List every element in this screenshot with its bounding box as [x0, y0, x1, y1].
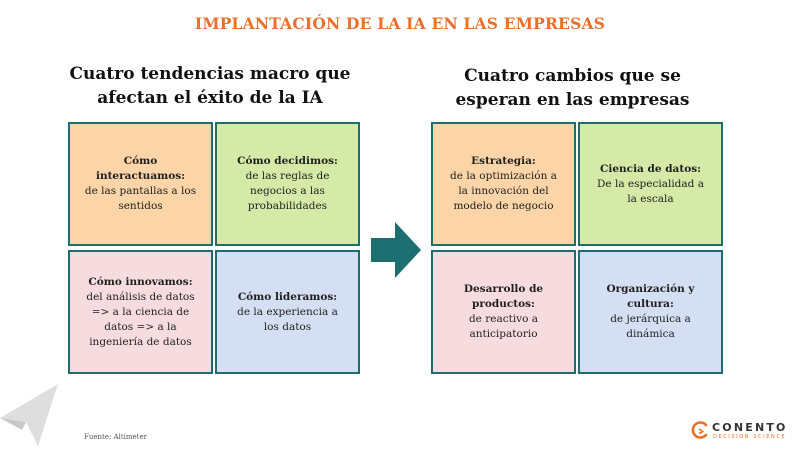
brand-tagline: DECISION SCIENCE: [713, 434, 787, 440]
box-description: [246, 169, 330, 214]
box-description-line: De la especialidad a: [597, 177, 704, 190]
right-heading-line: Cuatro cambios que se: [464, 66, 681, 86]
box-description-line: del análisis de datos: [86, 290, 195, 303]
arrow-right-icon: [371, 222, 423, 282]
box-heading-line: interactuamos:: [95, 170, 186, 182]
changes-grid: [431, 122, 723, 374]
box-description-line: los datos: [263, 320, 312, 333]
box-heading: [471, 154, 536, 169]
trend-box-decidimos: [215, 122, 360, 246]
box-description: [610, 312, 691, 342]
box-description-line: dinámica: [626, 328, 675, 340]
box-heading: [600, 162, 701, 177]
box-description-line: sentidos: [118, 200, 163, 212]
change-box-ciencia-de-datos: [578, 122, 723, 246]
box-heading-line: Cómo decidimos:: [237, 155, 338, 167]
right-heading-line: esperan en las empresas: [455, 90, 690, 110]
change-box-organizacion-y-cultura: [578, 250, 723, 374]
box-description-line: anticipatorio: [469, 328, 538, 340]
box-heading-line: Desarrollo de: [463, 283, 544, 295]
box-heading-line: Cómo innovamos:: [88, 275, 193, 288]
box-heading-line: Cómo lideramos:: [237, 290, 338, 303]
box-description-line: => a la ciencia de: [91, 305, 190, 318]
source-note: Fuente: Altimeter: [84, 433, 147, 441]
box-description: [469, 312, 538, 342]
trend-box-innovamos: [68, 250, 213, 374]
box-heading-line: cultura:: [627, 298, 674, 310]
decorative-logo-icon: [0, 382, 62, 450]
change-box-desarrollo-de-productos: [431, 250, 576, 374]
change-box-estrategia: [431, 122, 576, 246]
box-description-line: negocios a las: [250, 185, 325, 197]
conento-logo: [690, 420, 800, 444]
trend-box-interactuamos: [68, 122, 213, 246]
box-heading-line: Cómo: [123, 155, 158, 167]
left-heading-line: afectan el éxito de la IA: [97, 88, 323, 108]
brand-name: CONENTO: [712, 421, 788, 434]
box-description-line: ingeniería de datos: [89, 335, 192, 348]
box-description-line: de la optimización a: [450, 170, 557, 182]
box-heading: [96, 154, 185, 184]
box-heading-line: productos:: [472, 298, 535, 310]
box-description-line: de las reglas de: [245, 170, 330, 182]
box-heading-line: Organización y: [606, 283, 695, 295]
conento-c-icon: [690, 420, 710, 440]
box-description-line: datos => a la: [104, 320, 177, 333]
box-description-line: de la experiencia a: [237, 305, 338, 318]
box-description: [85, 184, 196, 214]
box-heading-line: Ciencia de datos:: [600, 162, 701, 175]
box-description-line: la innovación del: [458, 185, 549, 197]
left-heading-line: Cuatro tendencias macro que: [69, 64, 351, 84]
box-description-line: de las pantallas a los: [84, 185, 197, 197]
box-description-line: modelo de negocio: [453, 200, 554, 212]
right-heading: [425, 64, 720, 112]
box-description: [597, 177, 704, 207]
box-heading: [464, 282, 543, 312]
box-description: [86, 290, 194, 350]
box-description-line: de jerárquica a: [610, 313, 691, 325]
box-heading-line: Estrategia:: [471, 155, 536, 167]
left-heading: [60, 62, 360, 110]
box-description: [450, 169, 557, 214]
trends-grid: [68, 122, 360, 374]
box-heading: [607, 282, 695, 312]
trend-box-lideramos: [215, 250, 360, 374]
box-description-line: de reactivo a: [468, 313, 539, 325]
page-title: IMPLANTACIÓN DE LA IA EN LAS EMPRESAS: [194, 14, 606, 33]
box-description-line: la escala: [627, 192, 674, 205]
box-description: [237, 305, 338, 335]
box-heading: [88, 275, 192, 290]
box-description-line: probabilidades: [247, 200, 328, 212]
box-heading: [237, 154, 338, 169]
box-heading: [238, 290, 337, 305]
